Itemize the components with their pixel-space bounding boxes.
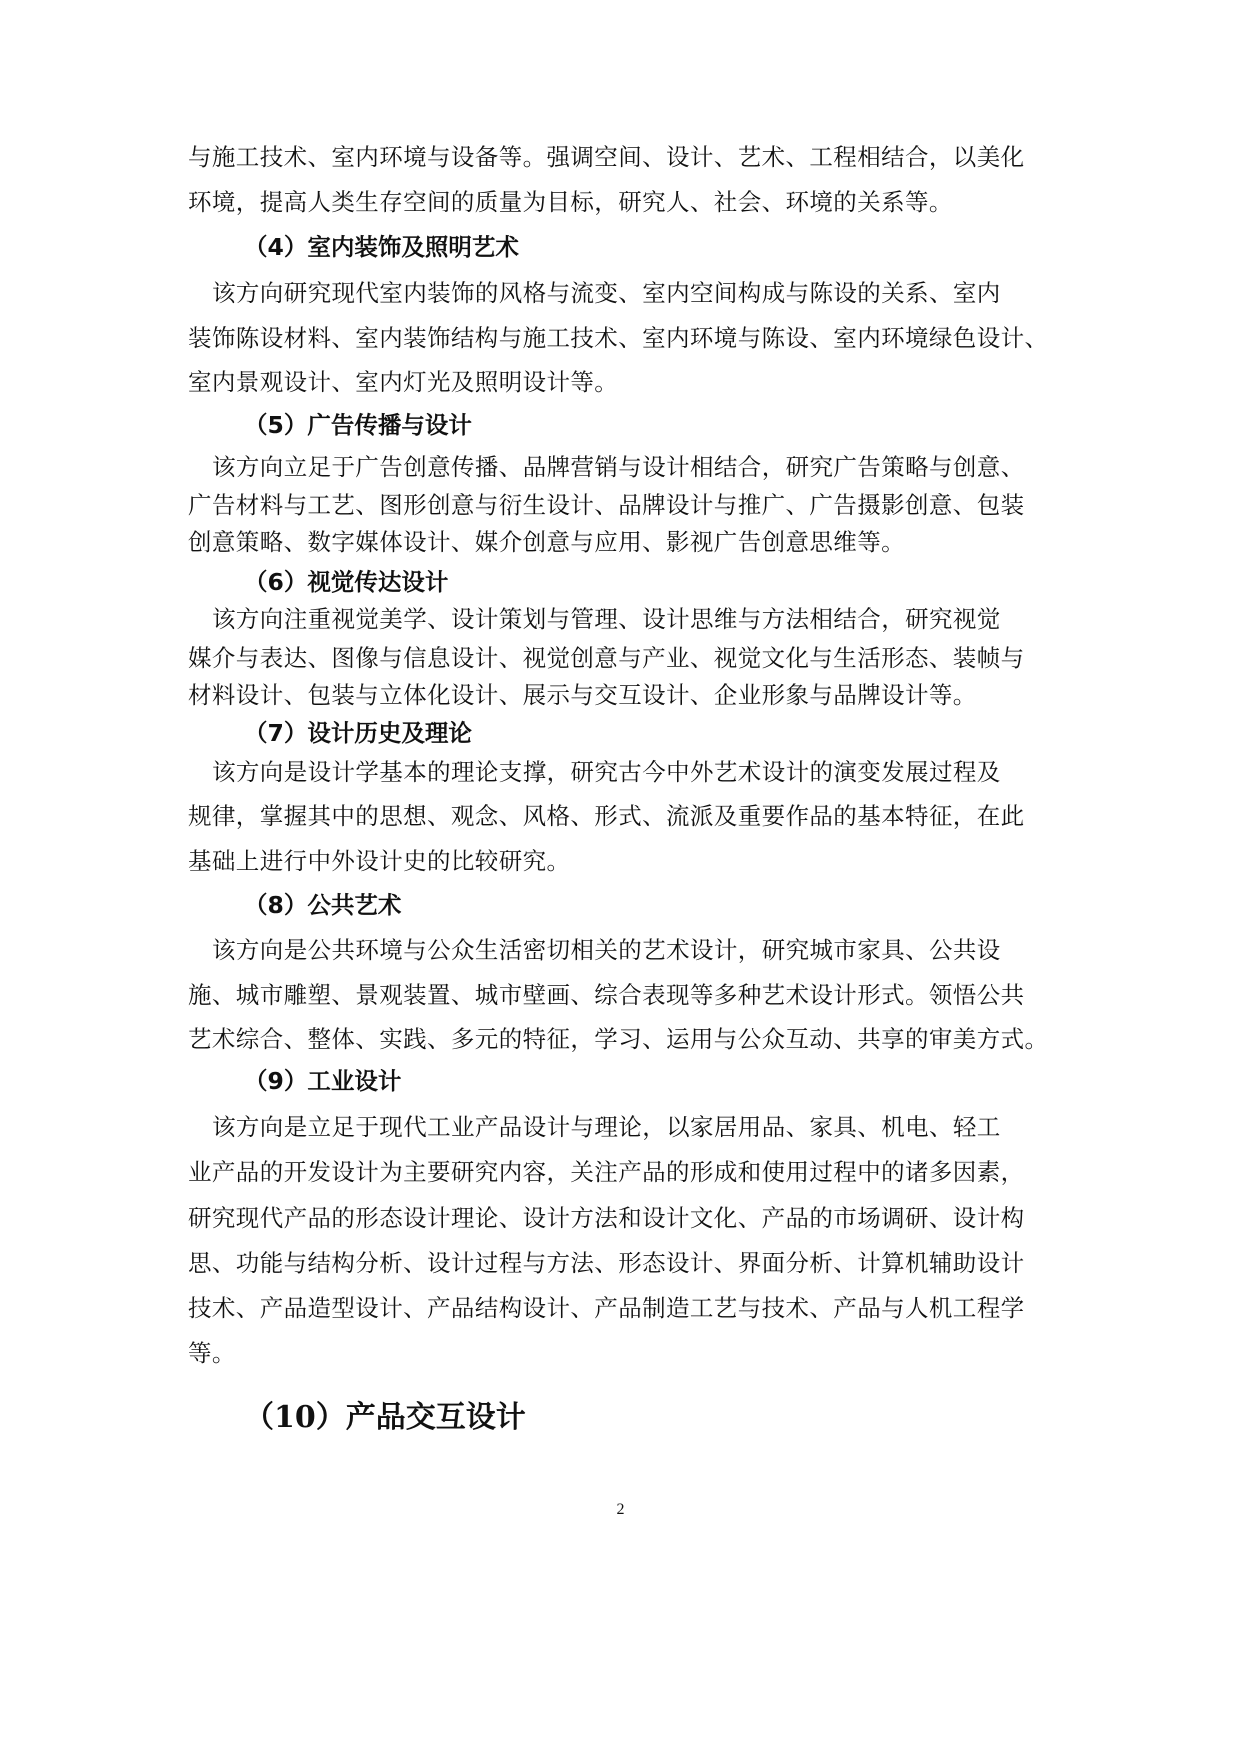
page-number: 2 <box>616 1501 625 1518</box>
section-heading-6: （6）视觉传达设计 <box>244 568 449 596</box>
intro-line-2: 环境，提高人类生存空间的质量为目标，研究人、社会、环境的关系等。 <box>188 188 953 216</box>
section-9-line-2: 业产品的开发设计为主要研究内容，关注产品的形成和使用过程中的诸多因素， <box>188 1158 1025 1186</box>
section-heading-10: （10）产品交互设计 <box>244 1400 526 1435</box>
section-7-line-1: 该方向是设计学基本的理论支撑，研究古今中外艺术设计的演变发展过程及 <box>212 758 1001 786</box>
section-6-line-3: 材料设计、包装与立体化设计、展示与交互设计、企业形象与品牌设计等。 <box>188 681 977 709</box>
section-heading-4: （4）室内装饰及照明艺术 <box>244 233 519 261</box>
section-4-line-3: 室内景观设计、室内灯光及照明设计等。 <box>188 368 619 396</box>
section-9-line-4: 思、功能与结构分析、设计过程与方法、形态设计、界面分析、计算机辅助设计 <box>188 1249 1025 1277</box>
section-9-line-3: 研究现代产品的形态设计理论、设计方法和设计文化、产品的市场调研、设计构 <box>188 1204 1025 1232</box>
section-7-line-2: 规律，掌握其中的思想、观念、风格、形式、流派及重要作品的基本特征，在此 <box>188 802 1025 830</box>
section-5-line-2: 广告材料与工艺、图形创意与衍生设计、品牌设计与推广、广告摄影创意、包装 <box>188 491 1025 519</box>
section-8-line-1: 该方向是公共环境与公众生活密切相关的艺术设计，研究城市家具、公共设 <box>212 936 1001 964</box>
section-heading-7: （7）设计历史及理论 <box>244 719 472 747</box>
section-4-line-1: 该方向研究现代室内装饰的风格与流变、室内空间构成与陈设的关系、室内 <box>212 279 1001 307</box>
section-heading-5: （5）广告传播与设计 <box>244 411 472 439</box>
section-8-line-2: 施、城市雕塑、景观装置、城市壁画、综合表现等多种艺术设计形式。领悟公共 <box>188 981 1025 1009</box>
section-4-line-2: 装饰陈设材料、室内装饰结构与施工技术、室内环境与陈设、室内环境绿色设计、 <box>188 324 1049 352</box>
section-heading-8: （8）公共艺术 <box>244 891 402 919</box>
section-6-line-1: 该方向注重视觉美学、设计策划与管理、设计思维与方法相结合，研究视觉 <box>212 605 1001 633</box>
section-5-line-3: 创意策略、数字媒体设计、媒介创意与应用、影视广告创意思维等。 <box>188 528 905 556</box>
section-6-line-2: 媒介与表达、图像与信息设计、视觉创意与产业、视觉文化与生活形态、装帧与 <box>188 644 1025 672</box>
section-heading-9: （9）工业设计 <box>244 1067 402 1095</box>
section-9-line-6: 等。 <box>188 1339 236 1367</box>
section-7-line-3: 基础上进行中外设计史的比较研究。 <box>188 847 571 875</box>
section-8-line-3: 艺术综合、整体、实践、多元的特征，学习、运用与公众互动、共享的审美方式。 <box>188 1025 1049 1053</box>
section-9-line-1: 该方向是立足于现代工业产品设计与理论，以家居用品、家具、机电、轻工 <box>212 1113 1001 1141</box>
section-9-line-5: 技术、产品造型设计、产品结构设计、产品制造工艺与技术、产品与人机工程学 <box>188 1294 1025 1322</box>
intro-line-1: 与施工技术、室内环境与设备等。强调空间、设计、艺术、工程相结合，以美化 <box>188 143 1025 171</box>
section-5-line-1: 该方向立足于广告创意传播、品牌营销与设计相结合，研究广告策略与创意、 <box>212 453 1025 481</box>
